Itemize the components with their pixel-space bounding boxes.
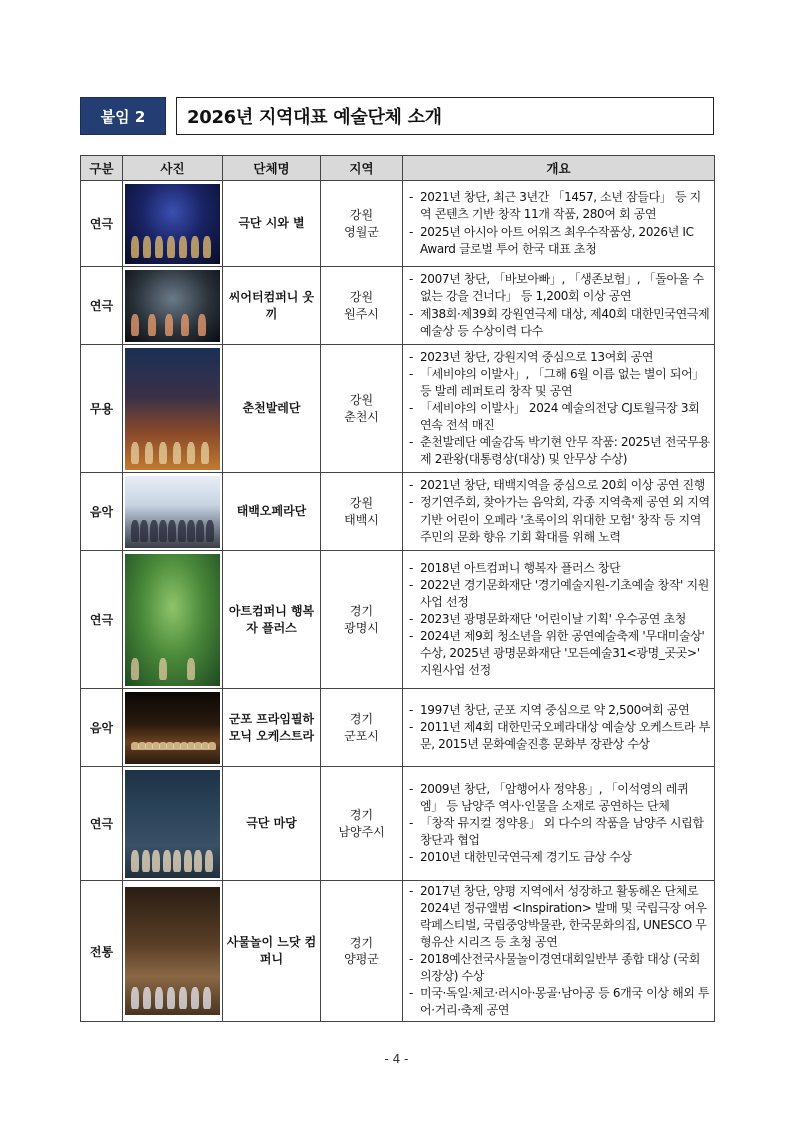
dash-bullet-icon: - [409,190,413,205]
summary-text: 2021년 창단, 태백지역을 중심으로 20회 이상 공연 진행 [420,478,706,493]
region-cell [321,181,403,267]
summary-item [409,494,710,545]
performer-figure [159,442,167,464]
col-header-region: 지역 [321,156,403,181]
performer-figure [184,850,192,872]
table-row [81,767,715,881]
traditional-music-photo [125,887,220,1015]
performer-figure [131,520,139,542]
summary-item [409,883,710,951]
summary-cell [403,473,715,551]
table-row [81,881,715,1022]
category-cell: 연극 [81,267,123,345]
group-name-cell: 아트컴퍼니 행복자 플러스 [223,551,321,689]
dash-bullet-icon: - [409,366,413,381]
summary-item [409,349,710,366]
summary-cell [403,345,715,473]
theater-poster-photo [125,554,220,686]
orchestra-photo [125,692,220,764]
region-city: 춘천시 [344,409,379,424]
performer-figure [203,236,211,258]
region-cell [321,689,403,767]
category-cell: 음악 [81,473,123,551]
dash-bullet-icon: - [409,986,413,1001]
summary-item [409,849,710,866]
category-cell: 무용 [81,345,123,473]
dash-bullet-icon: - [409,781,413,796]
region-cell [321,345,403,473]
group-name-cell: 사물놀이 느닷 컴퍼니 [223,881,321,1022]
summary-text: 2023년 광명문화재단 '어린이날 기획' 우수공연 초청 [420,611,686,626]
summary-item [409,400,710,434]
performer-figure [131,850,139,872]
photo-cell [123,345,223,473]
summary-text: 2018년 아트컴퍼니 행복자 플러스 창단 [420,560,621,575]
table-row [81,473,715,551]
group-name-cell: 군포 프라임필하모닉 오케스트라 [223,689,321,767]
performer-figure [163,850,171,872]
performer-figure [187,442,195,464]
photo-cell [123,881,223,1022]
performer-figure [178,520,186,542]
summary-item [409,985,710,1019]
performer-figure [198,314,206,336]
summary-cell [403,767,715,881]
performer-figure [179,987,187,1009]
performer-figure [208,742,216,750]
region-province: 경기 [349,808,374,823]
dash-bullet-icon: - [409,815,413,830]
dash-bullet-icon: - [409,435,413,450]
summary-item [409,306,710,340]
stage-performance-photo [125,184,220,264]
summary-text: 2024년 제9회 청소년을 위한 공연예술축제 '무대미술상' 수상, 2025년 광명문화재단 '모든예술31<광명_곳곳>' 지원사업 선정 [420,629,705,678]
summary-cell [403,689,715,767]
performer-figure [131,987,139,1009]
summary-text: 미국·독일·체코·러시아·몽골·남아공 등 6개국 이상 해외 투어·거리·축제 공연 [420,986,710,1018]
summary-text: 2009년 창단, 「암행어사 정약용」, 「이석영의 레퀴엠」 등 남양주 역사·인물을 소재로 공연하는 단체 [420,781,689,813]
performer-figure [131,442,139,464]
performer-figure [191,987,199,1009]
performer-figure [155,987,163,1009]
performer-figure [167,987,175,1009]
table-row [81,689,715,767]
performer-figure [165,314,173,336]
dash-bullet-icon: - [409,884,413,898]
dash-bullet-icon: - [409,719,413,734]
region-city: 태백시 [344,512,379,527]
summary-text: 「세비야의 이발사」, 「그해 6월 이름 없는 별이 되어」 등 발레 레퍼토리 창작 및 공연 [420,366,704,398]
attachment-badge: 붙임 2 [80,97,166,135]
summary-text: 2011년 제4회 대한민국오페라대상 예술상 오케스트라 부문, 2015년 문화예술진흥 문화부 장관상 수상 [420,719,710,752]
summary-text: 2010년 대한민국연극제 경기도 금상 수상 [420,850,632,865]
summary-item [409,781,710,815]
summary-item [409,224,710,258]
table-row [81,181,715,267]
performer-figure [152,850,160,872]
performer-figure [187,658,195,680]
summary-item [409,702,710,719]
group-name-cell: 씨어터컴퍼니 웃끼 [223,267,321,345]
region-city: 양평군 [344,952,379,967]
summary-item [409,628,710,679]
table-row [81,345,715,473]
summary-text: 「창작 뮤지컬 정약용」 외 다수의 작품을 남양주 시립합창단과 협업 [420,815,704,848]
performer-figure [167,236,175,258]
performer-figure [196,520,204,542]
summary-text: 2017년 창단, 양평 지역에서 성장하고 활동해온 단체로 2024년 정규앨범 <Inspiration> 발매 및 국립극장 여우락페스티벌, 국립중앙박물관, 한국문화의집, UNESCO 무형유산 시리즈 등 초청 공연 [420,884,707,950]
group-name-cell: 춘천발레단 [223,345,321,473]
region-cell [321,473,403,551]
summary-item [409,577,710,611]
dash-bullet-icon: - [409,611,413,626]
performer-figure [148,314,156,336]
performer-figure [131,236,139,258]
performer-figure [173,442,181,464]
table-row [81,267,715,345]
region-province: 경기 [349,935,374,950]
summary-item [409,189,710,223]
summary-cell [403,181,715,267]
performer-figure [159,658,167,680]
group-name-cell: 태백오페라단 [223,473,321,551]
summary-cell [403,881,715,1022]
performer-figure [143,987,151,1009]
col-header-category: 구분 [81,156,123,181]
dash-bullet-icon: - [409,850,413,865]
dash-bullet-icon: - [409,224,413,239]
dash-bullet-icon: - [409,306,413,321]
col-header-summary: 개요 [403,156,715,181]
summary-text: 제38회·제39회 강원연극제 대상, 제40회 대한민국연극제 예술상 등 수상이력 다수 [420,306,710,338]
performer-figure [191,236,199,258]
table-header-row [81,156,715,181]
photo-cell [123,181,223,267]
summary-text: 「세비야의 이발사」 2024 예술의전당 CJ토월극장 3회연속 전석 매진 [420,400,700,433]
region-province: 강원 [349,393,374,408]
performer-figure [155,236,163,258]
performer-figure [173,850,181,872]
photo-cell [123,689,223,767]
performer-figure [181,314,189,336]
category-cell: 연극 [81,181,123,267]
performer-figure [145,442,153,464]
summary-item [409,951,710,985]
category-cell: 연극 [81,767,123,881]
performer-figure [203,987,211,1009]
summary-item [409,366,710,400]
region-cell [321,551,403,689]
performer-figure [140,520,148,542]
photo-cell [123,267,223,345]
summary-item [409,719,710,753]
summary-item [409,560,710,577]
summary-text: 2018예산전국사물놀이경연대회일반부 종합 대상 (국회의장상) 수상 [420,952,700,984]
performer-figure [143,236,151,258]
group-name-cell: 극단 마당 [223,767,321,881]
dash-bullet-icon: - [409,577,413,592]
performer-figure [194,850,202,872]
dash-bullet-icon: - [409,495,413,510]
page-number: - 4 - [384,1052,409,1066]
region-city: 원주시 [344,306,379,321]
summary-text: 2007년 창단, 「바보아빠」, 「생존보험」, 「돌아올 수 없는 강을 건너다」 등 1,200회 이상 공연 [420,272,704,304]
region-province: 경기 [349,712,374,727]
summary-item [409,611,710,628]
summary-item [409,477,710,494]
summary-text: 2022년 경기문화재단 '경기예술지원-기초예술 창작' 지원사업 선정 [420,577,709,609]
photo-cell [123,473,223,551]
region-province: 강원 [349,208,374,223]
dash-bullet-icon: - [409,400,413,415]
table-row [81,551,715,689]
performer-figure [201,442,209,464]
summary-text: 2023년 창단, 강원지역 중심으로 13여회 공연 [420,349,654,364]
performer-figure [131,314,139,336]
performer-figure [150,520,158,542]
region-city: 군포시 [344,728,379,743]
dash-bullet-icon: - [409,272,413,287]
summary-text: 2025년 아시아 아트 어워즈 최우수작품상, 2026년 IC Award 글로벌 투어 한국 대표 초청 [420,224,694,256]
photo-cell [123,767,223,881]
dash-bullet-icon: - [409,349,413,364]
region-province: 경기 [349,604,374,619]
page-title: 2026년 지역대표 예술단체 소개 [176,97,714,135]
summary-item [409,815,710,849]
summary-text: 춘천발레단 예술감독 박기현 안무 작품: 2025년 전국무용제 2관왕(대통령상(대상) 및 안무상 수상) [420,435,710,467]
performer-figure [142,850,150,872]
dash-bullet-icon: - [409,629,413,644]
category-cell: 연극 [81,551,123,689]
region-city: 광명시 [344,620,379,635]
ballet-performance-photo [125,348,220,470]
summary-text: 2021년 창단, 최근 3년간 「1457, 소년 잠들다」 등 지역 콘텐츠 기반 창작 11개 작품, 280여 회 공연 [420,190,701,222]
summary-item [409,434,710,468]
performer-figure [187,520,195,542]
region-cell [321,881,403,1022]
summary-item [409,271,710,305]
dash-bullet-icon: - [409,560,413,575]
title-bar [80,97,714,135]
region-city: 영월군 [344,224,379,239]
summary-cell [403,551,715,689]
dash-bullet-icon: - [409,952,413,967]
summary-text: 1997년 창단, 군포 지역 중심으로 약 2,500여회 공연 [420,702,690,717]
dash-bullet-icon: - [409,478,413,493]
summary-text: 정기연주회, 찾아가는 음악회, 각종 지역축제 공연 외 지역 기반 어린이 오페라 '초록이의 위대한 모험' 창작 등 지역 주민의 문화 향유 기회 확대를 위해 노력 [420,495,710,544]
summary-cell [403,267,715,345]
stage-performance-photo [125,270,220,342]
dash-bullet-icon: - [409,702,413,717]
group-name-cell: 극단 시와 별 [223,181,321,267]
region-city: 남양주시 [338,824,385,839]
col-header-photo: 사진 [123,156,223,181]
col-header-name: 단체명 [223,156,321,181]
region-cell [321,267,403,345]
performer-figure [168,520,176,542]
opera-group-photo [125,476,220,548]
category-cell: 음악 [81,689,123,767]
performer-figure [205,850,213,872]
photo-cell [123,551,223,689]
category-cell: 전통 [81,881,123,1022]
performer-figure [179,236,187,258]
performer-figure [206,520,214,542]
performer-figure [159,520,167,542]
performer-figure [131,658,139,680]
region-cell [321,767,403,881]
region-province: 강원 [349,496,374,511]
groups-table [80,155,715,1022]
region-province: 강원 [349,290,374,305]
theater-poster-photo [125,770,220,878]
